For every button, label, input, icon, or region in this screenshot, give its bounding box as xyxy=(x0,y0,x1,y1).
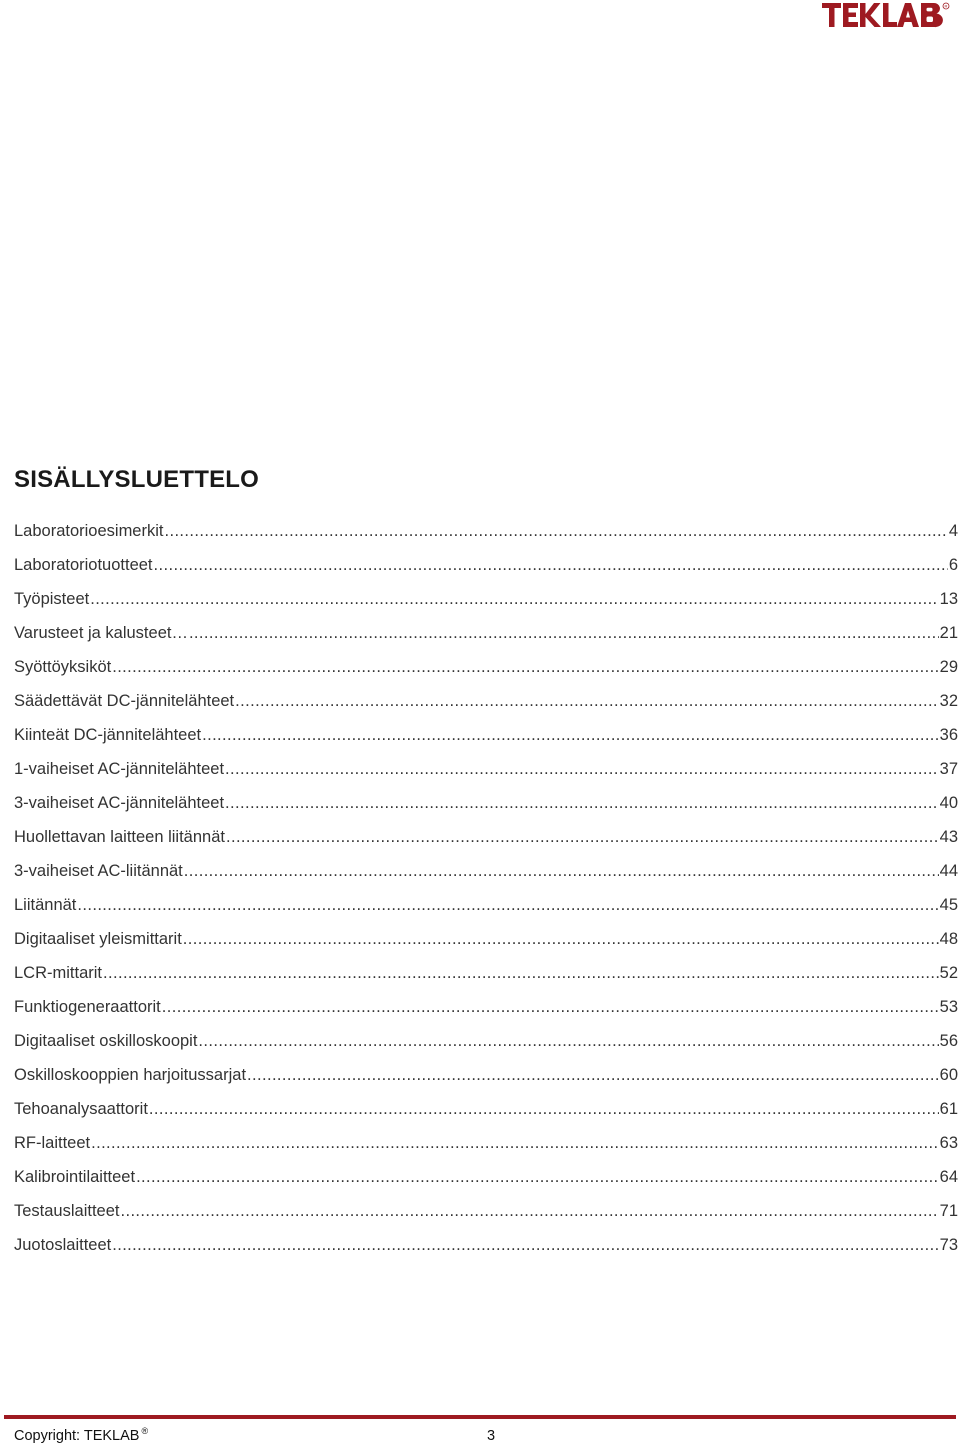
svg-text:R: R xyxy=(944,3,948,9)
toc-entry-label: Tehoanalysaattorit xyxy=(14,1100,148,1118)
toc-entry-page-number: 61 xyxy=(939,1100,958,1118)
toc-entry[interactable] xyxy=(14,1126,958,1160)
toc-entry-page-number: 53 xyxy=(939,998,958,1016)
toc-entry-label: Kiinteät DC-jännitelähteet xyxy=(14,726,202,744)
toc-entry-page-number: 36 xyxy=(939,726,958,744)
teklab-logo-mark xyxy=(822,0,950,34)
toc-entry-page-number: 71 xyxy=(939,1202,958,1220)
toc-entry[interactable] xyxy=(14,1160,958,1194)
toc-dot-leader xyxy=(225,752,939,786)
copyright-text xyxy=(14,1428,148,1444)
toc-entry-page-number: 37 xyxy=(939,760,958,778)
teklab-logo xyxy=(822,0,950,34)
toc-entry-label: 1-vaiheiset AC-jännitelähteet xyxy=(14,760,225,778)
toc-dot-leader xyxy=(136,1160,939,1194)
toc-entry-label: LCR-mittarit xyxy=(14,964,103,982)
toc-entry-page-number: 64 xyxy=(939,1168,958,1186)
toc-entry-page-number: 48 xyxy=(939,930,958,948)
toc-entry-label: Laboratoriotuotteet xyxy=(14,556,153,574)
page-number: 3 xyxy=(487,1428,496,1444)
toc-entry[interactable] xyxy=(14,1092,958,1126)
toc-dot-leader xyxy=(149,1092,939,1126)
toc-list xyxy=(14,514,958,1262)
toc-entry[interactable] xyxy=(14,684,958,718)
toc-entry-label: Kalibrointilaitteet xyxy=(14,1168,136,1186)
toc-entry-page-number: 44 xyxy=(939,862,958,880)
toc-entry[interactable] xyxy=(14,582,958,616)
toc-entry[interactable] xyxy=(14,718,958,752)
toc-dot-leader xyxy=(103,956,939,990)
copyright-label: Copyright: TEKLAB xyxy=(14,1428,140,1444)
toc-entry-label: Syöttöyksiköt xyxy=(14,658,112,676)
toc-dot-leader xyxy=(91,1126,939,1160)
toc-dot-leader xyxy=(162,990,939,1024)
toc-entry-label: Huollettavan laitteen liitännät xyxy=(14,828,225,846)
toc-dot-leader xyxy=(198,1024,938,1058)
toc-entry-label: 3-vaiheiset AC-liitännät xyxy=(14,862,183,880)
toc-entry-label: Digitaaliset yleismittarit xyxy=(14,930,182,948)
toc-entry-page-number: 6 xyxy=(948,556,958,574)
toc-entry-page-number: 4 xyxy=(948,522,958,540)
toc-dot-leader xyxy=(226,820,939,854)
toc-entry-label: Laboratorioesimerkit xyxy=(14,522,164,540)
toc-dot-leader xyxy=(112,650,938,684)
toc-entry-label: Työpisteet xyxy=(14,590,90,608)
toc-entry[interactable] xyxy=(14,956,958,990)
toc-entry[interactable] xyxy=(14,990,958,1024)
toc-dot-leader xyxy=(189,616,939,650)
toc-entry-page-number: 13 xyxy=(939,590,958,608)
toc-entry-page-number: 43 xyxy=(939,828,958,846)
toc-entry[interactable] xyxy=(14,752,958,786)
toc-entry[interactable] xyxy=(14,786,958,820)
toc-entry[interactable] xyxy=(14,1058,958,1092)
toc-dot-leader xyxy=(164,514,947,548)
toc-dot-leader xyxy=(235,684,939,718)
toc-entry[interactable] xyxy=(14,650,958,684)
toc-entry-label: Juotoslaitteet xyxy=(14,1236,112,1254)
toc-entry-label: Varusteet ja kalusteet… xyxy=(14,624,188,642)
toc-entry[interactable] xyxy=(14,888,958,922)
toc-dot-leader xyxy=(202,718,939,752)
toc-entry-label: 3-vaiheiset AC-jännitelähteet xyxy=(14,794,225,812)
toc-entry-page-number: 45 xyxy=(939,896,958,914)
toc-dot-leader xyxy=(225,786,939,820)
toc-entry[interactable] xyxy=(14,922,958,956)
toc-entry-page-number: 32 xyxy=(939,692,958,710)
toc-entry-page-number: 63 xyxy=(939,1134,958,1152)
toc-entry-page-number: 60 xyxy=(939,1066,958,1084)
toc-entry-page-number: 40 xyxy=(939,794,958,812)
toc-dot-leader xyxy=(184,854,939,888)
toc-entry-page-number: 56 xyxy=(939,1032,958,1050)
toc-entry-label: Testauslaitteet xyxy=(14,1202,120,1220)
toc-entry[interactable] xyxy=(14,820,958,854)
toc-entry-page-number: 29 xyxy=(939,658,958,676)
toc-entry[interactable] xyxy=(14,548,958,582)
toc-entry-label: Liitännät xyxy=(14,896,77,914)
toc-entry-label: Oskilloskooppien harjoitussarjat xyxy=(14,1066,247,1084)
toc-dot-leader xyxy=(90,582,938,616)
footer-divider xyxy=(4,1415,956,1419)
toc-entry[interactable] xyxy=(14,1194,958,1228)
toc-entry-label: Digitaaliset oskilloskoopit xyxy=(14,1032,198,1050)
toc-dot-leader xyxy=(112,1228,938,1262)
toc-title: SISÄLLYSLUETTELO xyxy=(14,466,260,493)
toc-entry-label: Säädettävät DC-jännitelähteet xyxy=(14,692,235,710)
toc-entry[interactable] xyxy=(14,514,958,548)
toc-dot-leader xyxy=(154,548,948,582)
toc-entry[interactable] xyxy=(14,854,958,888)
footer xyxy=(14,1428,614,1444)
toc-dot-leader xyxy=(120,1194,938,1228)
registered-mark: ® xyxy=(141,1426,149,1436)
toc-entry-label: RF-laitteet xyxy=(14,1134,91,1152)
toc-entry[interactable] xyxy=(14,616,958,650)
toc-entry[interactable] xyxy=(14,1024,958,1058)
toc-entry-page-number: 21 xyxy=(939,624,958,642)
toc-dot-leader xyxy=(247,1058,939,1092)
toc-dot-leader xyxy=(77,888,938,922)
toc-entry-label: Funktiogeneraattorit xyxy=(14,998,161,1016)
toc-entry-page-number: 52 xyxy=(939,964,958,982)
toc-entry-page-number: 73 xyxy=(939,1236,958,1254)
toc-dot-leader xyxy=(183,922,939,956)
toc-entry[interactable] xyxy=(14,1228,958,1262)
